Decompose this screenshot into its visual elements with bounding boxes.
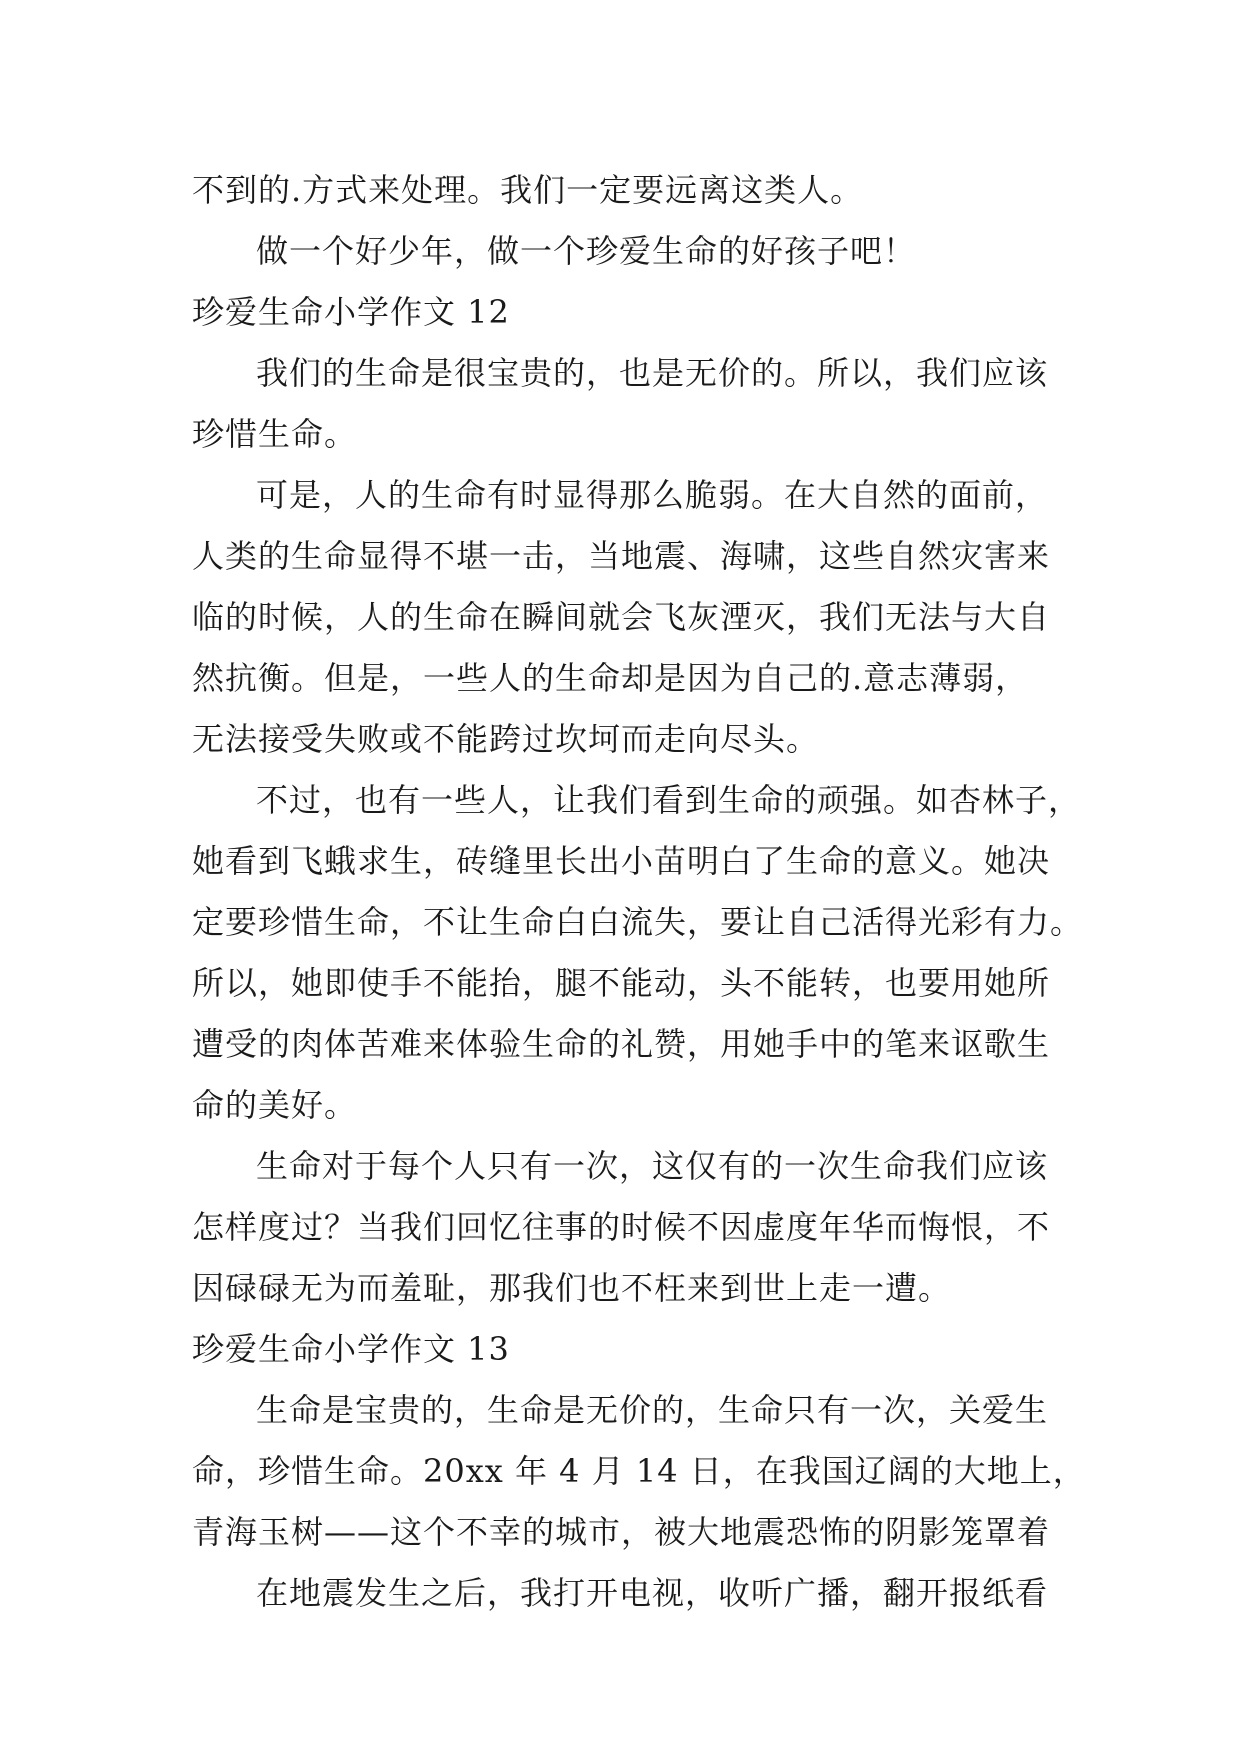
text-line: 遭受的肉体苦难来体验生命的礼赞，用她手中的笔来讴歌生 xyxy=(192,1025,1051,1063)
text-line: 不到的.方式来处理。我们一定要远离这类人。 xyxy=(192,171,864,209)
paragraph xyxy=(192,1380,1086,1563)
text-line: 在地震发生之后，我打开电视，收听广播，翻开报纸看 xyxy=(256,1574,1049,1612)
section-heading-12: 珍爱生命小学作文 12 xyxy=(192,293,510,331)
text-line: 怎样度过？当我们回忆往事的时候不因虚度年华而悔恨，不 xyxy=(192,1208,1051,1246)
text-line: 定要珍惜生命，不让生命白白流失，要让自己活得光彩有力。 xyxy=(192,903,1084,941)
text-line: 命的美好。 xyxy=(192,1086,358,1124)
text-line: 生命是宝贵的，生命是无价的，生命只有一次，关爱生 xyxy=(256,1391,1049,1429)
text-line: 无法接受失败或不能跨过坎坷而走向尽头。 xyxy=(192,720,820,758)
intro-paragraph xyxy=(192,160,1052,221)
text-line: 人类的生命显得不堪一击，当地震、海啸，这些自然灾害来 xyxy=(192,537,1051,575)
text-line: 她看到飞蛾求生，砖缝里长出小苗明白了生命的意义。她决 xyxy=(192,842,1051,880)
text-line: 青海玉树——这个不幸的城市，被大地震恐怖的阴影笼罩着 xyxy=(192,1513,1051,1551)
document-body xyxy=(192,160,1086,1624)
paragraph xyxy=(192,465,1052,770)
text-line: 命，珍惜生命。20xx 年 4 月 14 日，在我国辽阔的大地上， xyxy=(192,1452,1086,1490)
paragraph xyxy=(192,1136,1052,1319)
text-line: 所以，她即使手不能抬，腿不能动，头不能转，也要用她所 xyxy=(192,964,1051,1002)
paragraph xyxy=(192,770,1084,1136)
text-line: 做一个好少年，做一个珍爱生命的好孩子吧！ xyxy=(256,232,917,270)
text-line: 珍惜生命。 xyxy=(192,415,358,453)
text-line: 我们的生命是很宝贵的，也是无价的。所以，我们应该 xyxy=(256,354,1049,392)
paragraph xyxy=(192,343,1052,465)
paragraph xyxy=(192,1563,1052,1624)
text-line: 可是，人的生命有时显得那么脆弱。在大自然的面前， xyxy=(256,476,1049,514)
text-line: 然抗衡。但是，一些人的生命却是因为自己的.意志薄弱， xyxy=(192,659,1029,697)
intro-closing-paragraph xyxy=(192,221,1052,282)
text-line: 临的时候，人的生命在瞬间就会飞灰湮灭，我们无法与大自 xyxy=(192,598,1051,636)
text-line: 因碌碌无为而羞耻，那我们也不枉来到世上走一遭。 xyxy=(192,1269,952,1307)
text-line: 不过，也有一些人，让我们看到生命的顽强。如杏林子， xyxy=(256,781,1082,819)
section-heading-13: 珍爱生命小学作文 13 xyxy=(192,1330,510,1368)
text-line: 生命对于每个人只有一次，这仅有的一次生命我们应该 xyxy=(256,1147,1049,1185)
